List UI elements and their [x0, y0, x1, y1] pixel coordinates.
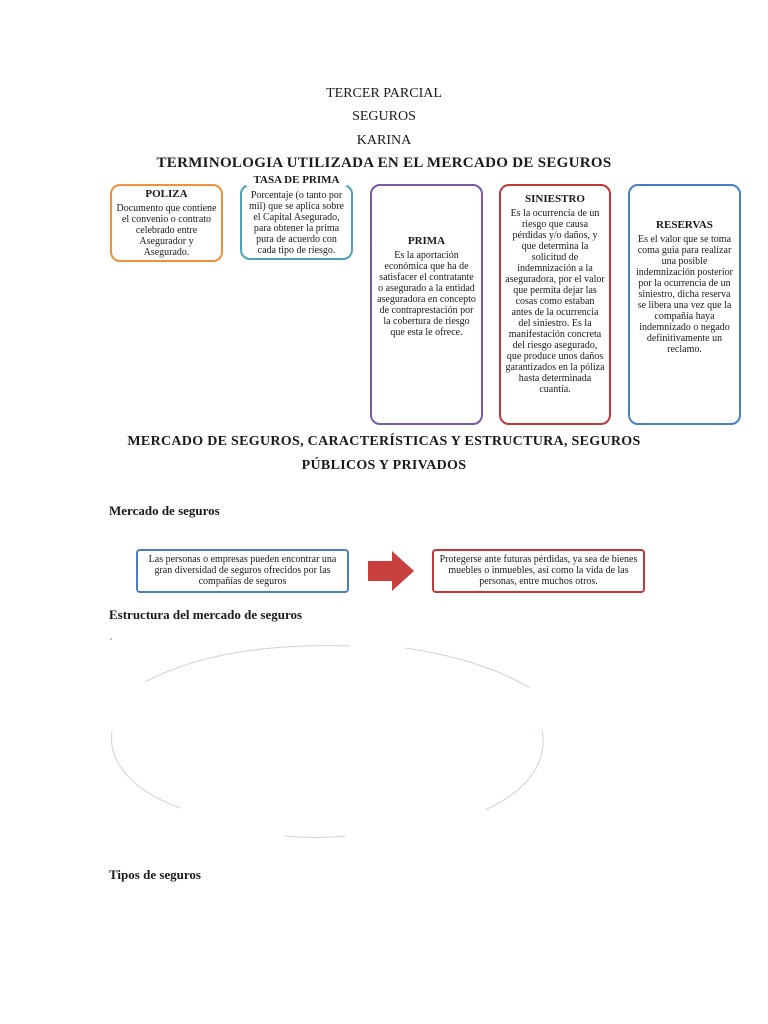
term-box-tasa	[240, 184, 353, 260]
header-line-2: SEGUROS	[352, 109, 416, 124]
heading-mercado: Mercado de seguros	[109, 503, 220, 518]
term-text-siniestro: Es la ocurrencia de un riesgo que causa pérdidas y/o daños, y que determina la solicitud de indemnización a la aseguradora, por el valor que permita dejar las cosas como estaban antes de la ocurrencia del siniestro. Es la manifestación concreta del riesgo asegurado, que produce unos daños garantizados en la póliza hasta determinada cuantía.	[505, 208, 605, 395]
term-box-siniestro	[499, 184, 611, 425]
term-box-poliza	[110, 184, 223, 262]
section2-title-line2: PÚBLICOS Y PRIVADOS	[301, 458, 467, 473]
term-title-tasa: TASA DE PRIMA	[246, 174, 347, 186]
term-title-poliza: POLIZA	[145, 188, 188, 200]
heading-tipos: Tipos de seguros	[109, 867, 201, 882]
term-text-reservas: Es el valor que se toma coma guia para realizar una posible indemnización posterior por la ocurrencia de un siniestro, dicha reserva se libera una vez que la compañía haya indemnizado o negado definitivamente un reclamo.	[636, 234, 733, 355]
right-arrow-icon	[368, 551, 414, 591]
mercado-right-box	[432, 549, 645, 593]
section2-title-line1: MERCADO DE SEGUROS, CARACTERÍSTICAS Y ESTRUCTURA, SEGUROS	[127, 434, 641, 449]
term-box-prima	[370, 184, 483, 425]
page-title: TERMINOLOGIA UTILIZADA EN EL MERCADO DE SEGUROS	[156, 155, 612, 171]
term-title-siniestro: SINIESTRO	[525, 193, 585, 205]
heading-estructura: Estructura del mercado de seguros	[109, 607, 303, 622]
mercado-left-box	[136, 549, 349, 593]
term-box-reservas	[628, 184, 741, 425]
header-line-1: TERCER PARCIAL	[326, 86, 442, 101]
estructura-diagram-placeholder	[100, 630, 560, 845]
term-title-prima: PRIMA	[407, 235, 446, 247]
term-text-prima: Es la aportación económica que ha de satisfacer el contratante o asegurado a la entidad aseguradora en concepto de contraprestación por la cobertura de riesgo que esta le ofrece.	[377, 250, 476, 338]
term-title-reservas: RESERVAS	[656, 219, 713, 231]
term-text-poliza: Documento que contiene el convenio o contrato celebrado entre Asegurador y Asegurado.	[116, 203, 217, 258]
term-text-tasa: Porcentaje (o tanto por mil) que se aplica sobre el Capital Asegurado, para obtener la prima pura de acuerdo con cada tipo de riesgo.	[249, 190, 344, 256]
header-line-3: KARINA	[356, 133, 412, 148]
mercado-right-text: Protegerse ante futuras pérdidas, ya sea de bienes muebles o inmuebles, así como la vida de las personas, entre muchos otros.	[439, 554, 638, 587]
mercado-left-text: Las personas o empresas pueden encontrar una gran diversidad de seguros ofrecidos por las compañías de seguros	[148, 554, 337, 587]
